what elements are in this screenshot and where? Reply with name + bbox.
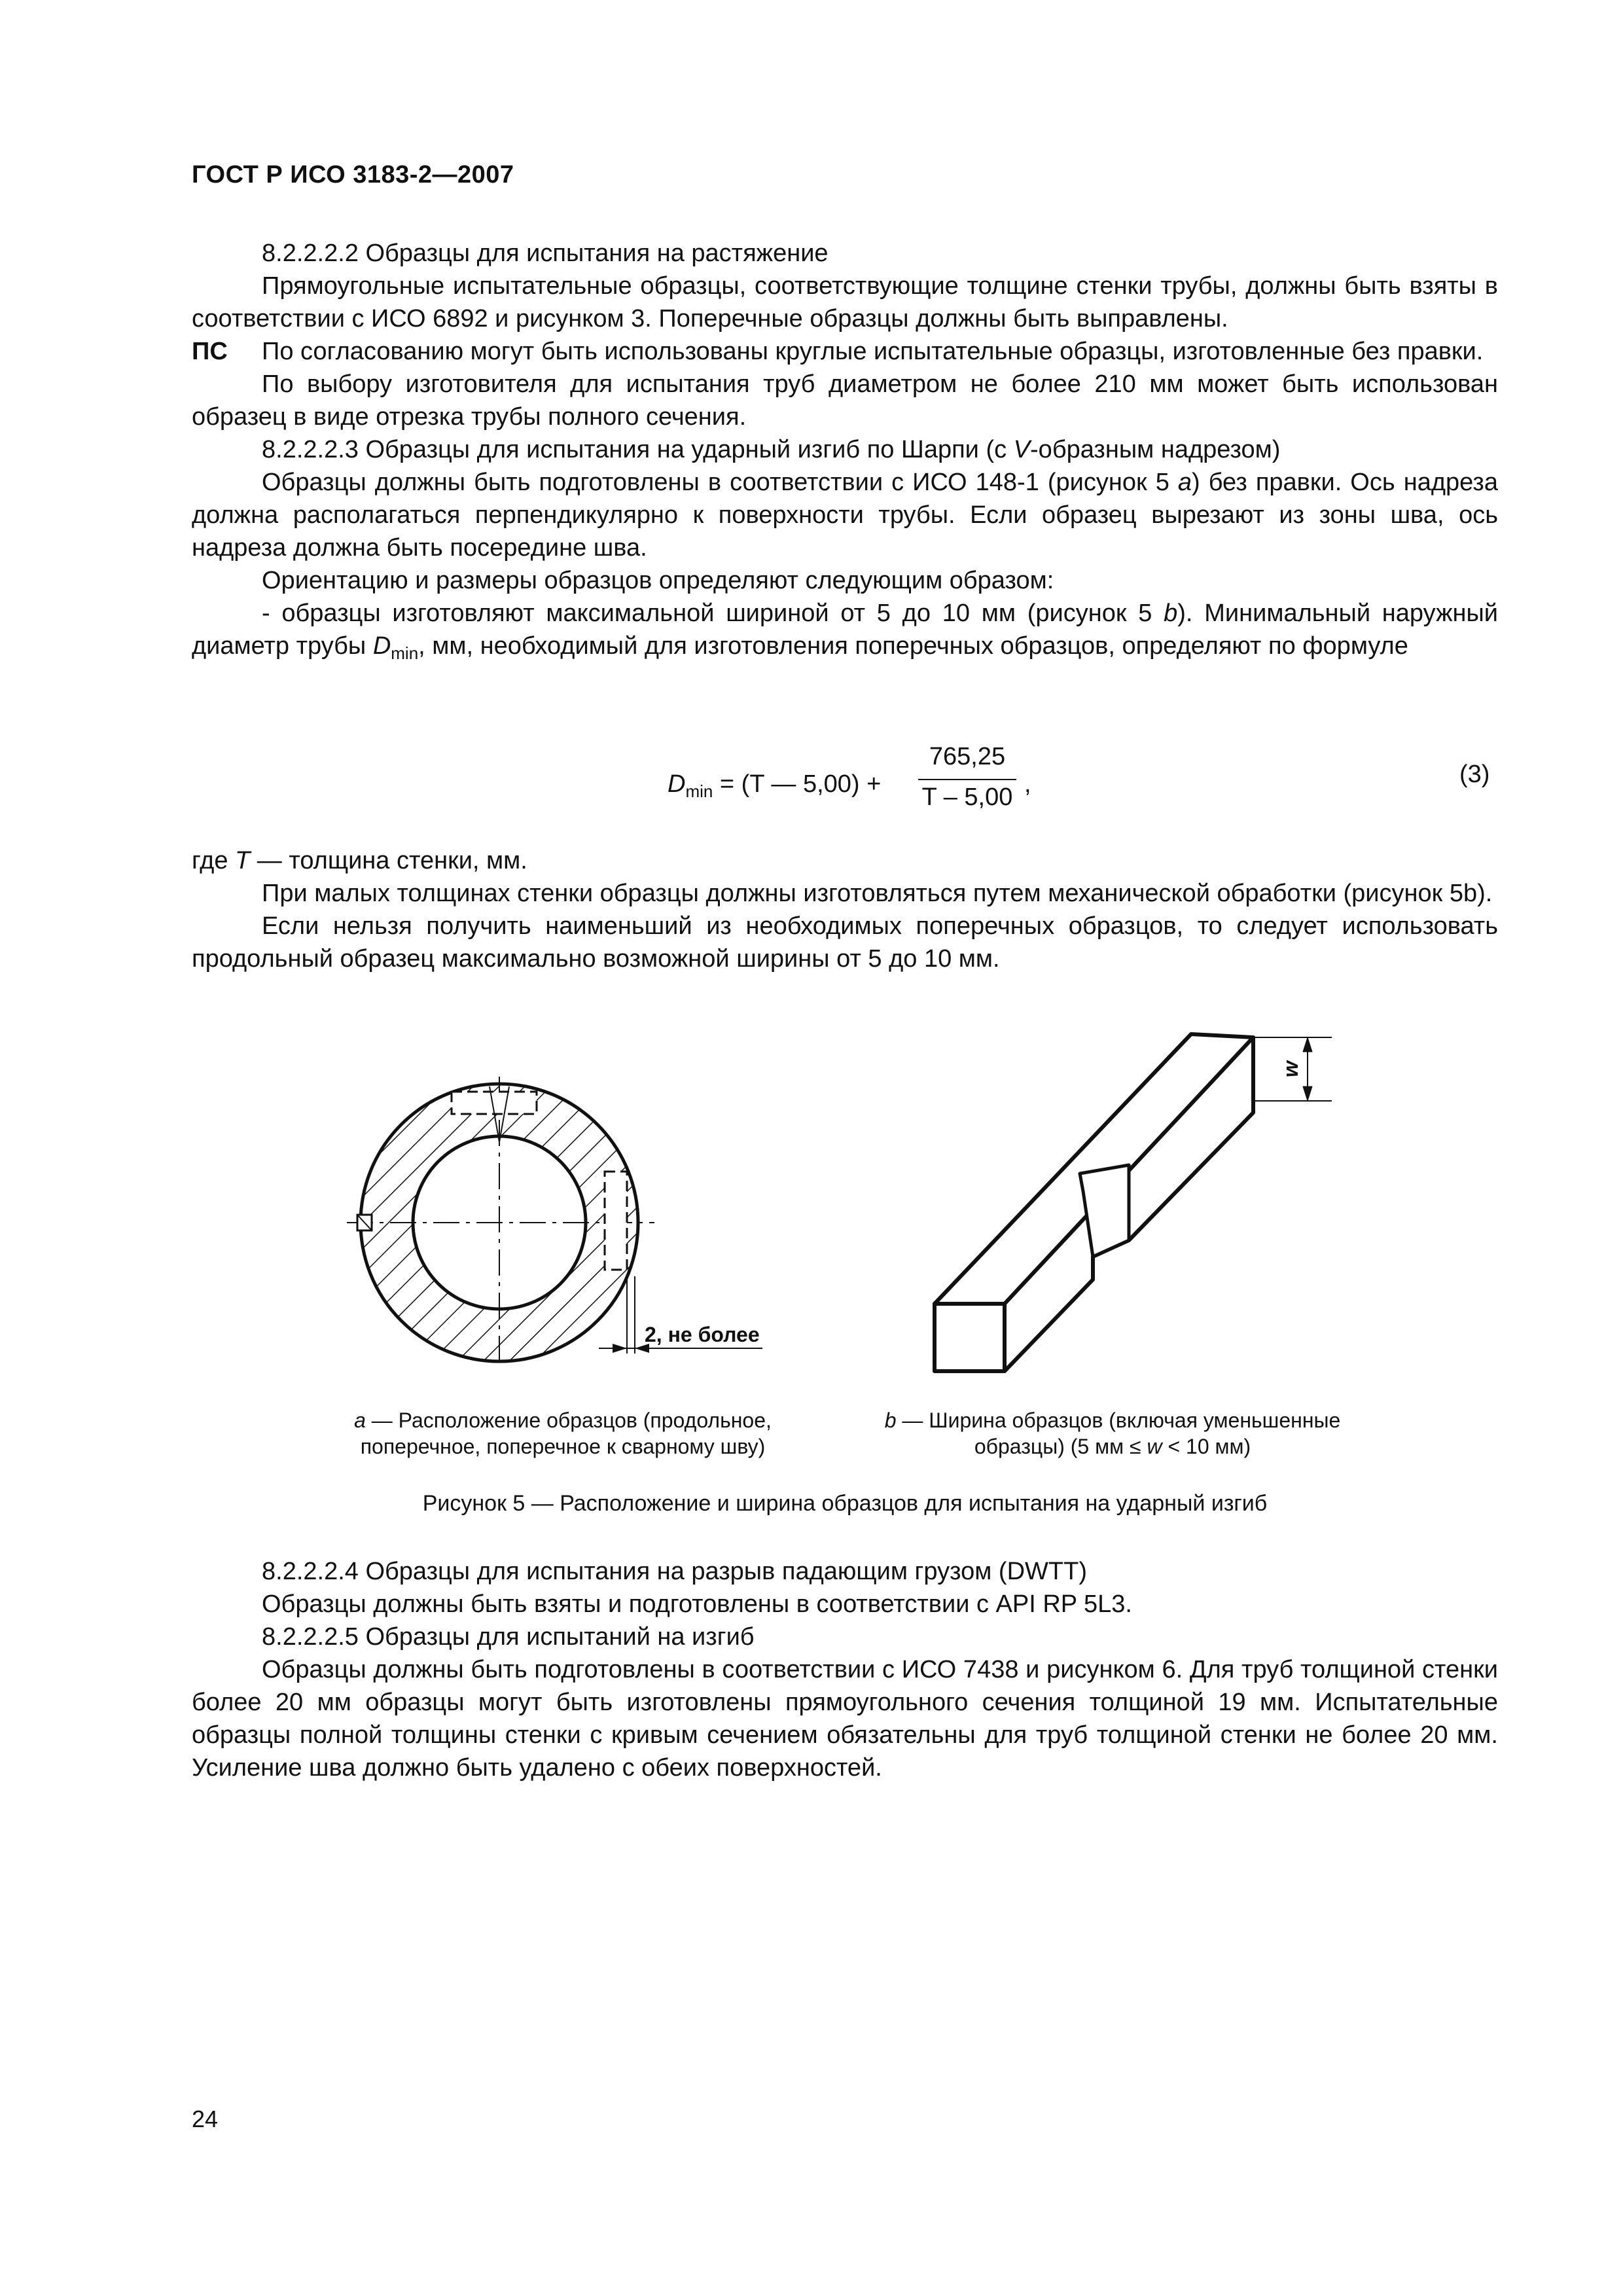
paragraph: Образцы должны быть подготовлены в соответствии с ИСО 7438 и рисунком 6. Для труб толщиной стенки более 20 мм образцы могут быть изготовлены прямоугольного сечения толщиной 19 мм. Испытательные образцы полной толщины стенки с кривым сечением обязательны для труб толщиной стенки не более 20 мм. Усиление шва должно быть удалено с обеих поверхностей. bbox=[192, 1656, 1498, 1782]
heading-8-2-2-2-4: 8.2.2.2.4 Образцы для испытания на разрыв падающим грузом (DWTT) bbox=[262, 1558, 1087, 1585]
ps-label: ПС bbox=[192, 338, 228, 365]
document-header: ГОСТ Р ИСО 3183-2—2007 bbox=[192, 161, 514, 188]
charpy-specimen bbox=[935, 1034, 1332, 1371]
w-label: w bbox=[1279, 1061, 1302, 1077]
paragraph: Прямоугольные испытательные образцы, соответствующие толщине стенки трубы, должны быть взяты в соответствии с ИСО 6892 и рисунком 3. Поперечные образцы должны быть выправлены. bbox=[192, 272, 1498, 332]
section-dwtt-bend bbox=[192, 1555, 1498, 1784]
w-arrow-bottom bbox=[1303, 1086, 1312, 1101]
paragraph: - образцы изготовляют максимальной шириной от 5 до 10 мм (рисунок 5 b). Минимальный наружный диаметр трубы $D_{min}$, мм, необходимый для изготовления поперечных образцов, определяют по формуле bbox=[192, 600, 1499, 663]
heading-8-2-2-2-5: 8.2.2.2.5 Образцы для испытаний на изгиб bbox=[262, 1623, 755, 1651]
formula-comma: , bbox=[1024, 770, 1031, 798]
page-number: 24 bbox=[192, 2106, 219, 2132]
section-where bbox=[192, 844, 1498, 975]
fraction-bar bbox=[918, 779, 1016, 780]
ps-text: По согласованию могут быть использованы круглые испытательные образцы, изготовленные без правки. bbox=[262, 338, 1484, 365]
formula-lhs: $D_{min} = (T$ — 5,00) + bbox=[668, 770, 882, 801]
formula-numerator: 765,25 bbox=[929, 743, 1006, 770]
paragraph: Образцы должны быть подготовлены в соответствии с ИСО 148-1 (рисунок 5 а) без правки. Ось надреза должна располагаться перпендикулярно к поверхности трубы. Если образец вырезают из зоны шва, ось надреза должна быть посередине шва. bbox=[192, 469, 1498, 562]
formula-number: (3) bbox=[1459, 761, 1490, 788]
pipe-cross-section bbox=[347, 1077, 762, 1368]
formula-dmin bbox=[668, 743, 1073, 821]
section-tensile bbox=[192, 237, 1498, 662]
heading-8-2-2-2-3: 8.2.2.2.3 Образцы для испытания на ударный изгиб по Шарпи (с V-образным надрезом) bbox=[262, 436, 1281, 463]
paragraph: По выбору изготовителя для испытания труб диаметром не более 210 мм может быть использован образец в виде отрезка трубы полного сечения. bbox=[192, 370, 1498, 431]
caption-a: а — Расположение образцов (продольное, поперечное, поперечное к сварному шву) bbox=[354, 1408, 772, 1458]
formula-denominator: T – 5,00 bbox=[921, 783, 1013, 811]
where-line: где T — толщина стенки, мм. bbox=[192, 847, 527, 874]
specimen-right-side bbox=[605, 1172, 627, 1270]
w-arrow-top bbox=[1303, 1037, 1312, 1052]
caption-b: b — Ширина образцов (включая уменьшенные образцы) (5 мм ≤ w < 10 мм) bbox=[884, 1408, 1341, 1458]
paragraph: При малых толщинах стенки образцы должны изготовляться путем механической обработки (рисунок 5b). bbox=[262, 880, 1493, 907]
paragraph: Образцы должны быть взяты и подготовлены в соответствии с API RP 5L3. bbox=[262, 1590, 1132, 1618]
figure-title: Рисунок 5 — Расположение и ширина образцов для испытания на ударный изгиб bbox=[422, 1491, 1268, 1516]
paragraph: Если нельзя получить наименьший из необходимых поперечных образцов, то следует использовать продольный образец максимально возможной ширины от 5 до 10 мм. bbox=[192, 912, 1498, 973]
figure-5 bbox=[0, 1014, 1623, 1407]
paragraph: Ориентацию и размеры образцов определяют следующим образом: bbox=[262, 567, 1054, 594]
heading-8-2-2-2-2: 8.2.2.2.2 Образцы для испытания на растяжение bbox=[262, 240, 829, 267]
specimen-front-face bbox=[935, 1304, 1005, 1371]
dimension-label: 2, не более bbox=[645, 1323, 760, 1346]
dimension-arrow-left bbox=[613, 1344, 627, 1353]
ps-note bbox=[192, 335, 1498, 368]
